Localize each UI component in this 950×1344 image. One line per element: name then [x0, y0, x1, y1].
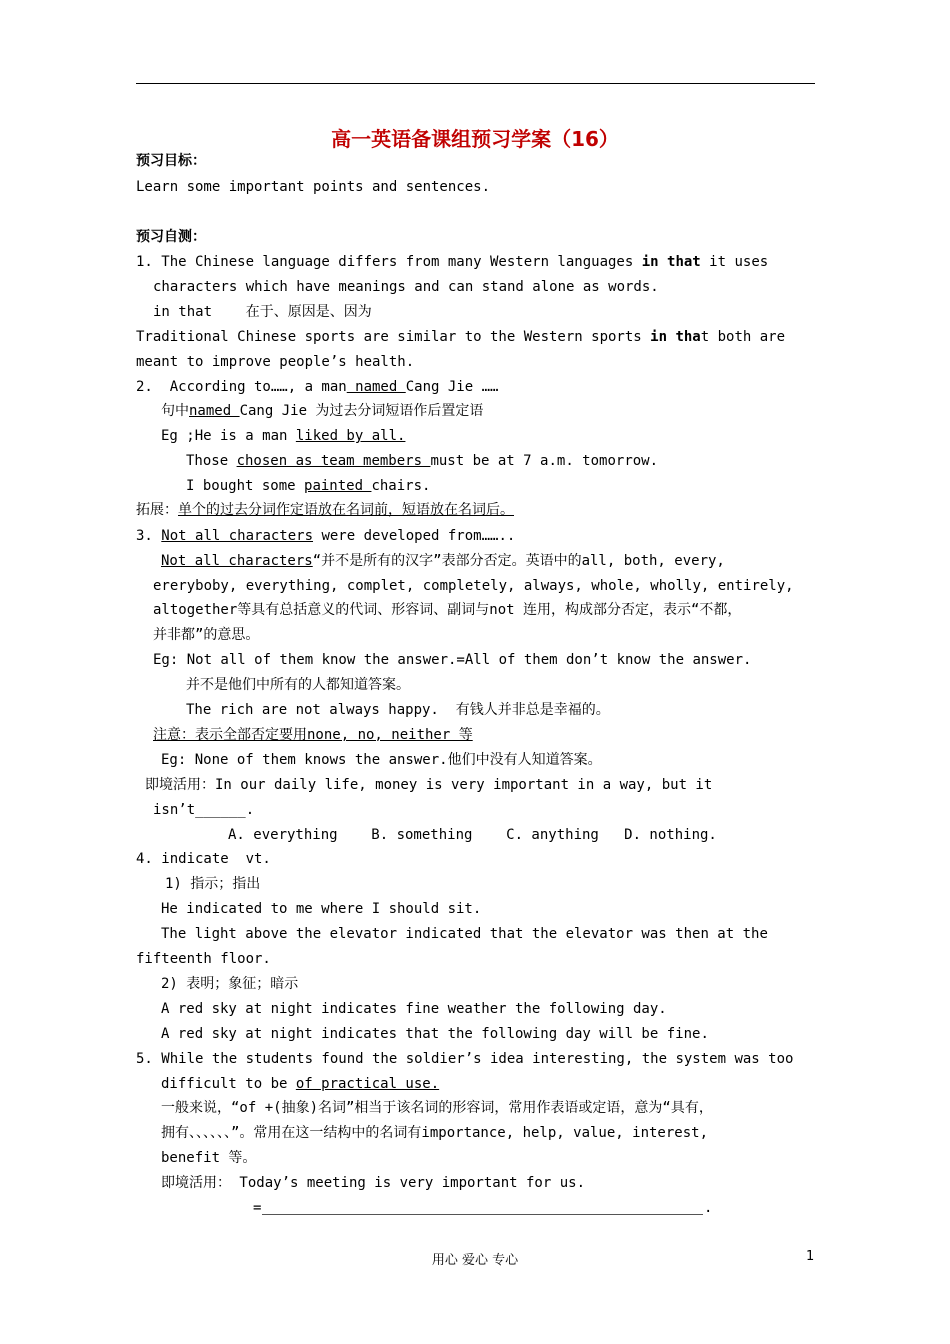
item3-exercise: 即境活用：In our daily life, money is very important in a way, but it: [145, 777, 713, 793]
page-title: 高一英语备课组预习学案（16）: [331, 127, 619, 151]
goal-heading: 预习目标：: [136, 153, 206, 169]
item2-example1: Eg ;He is a man liked by all.: [161, 428, 406, 444]
item3-options: A. everything B. something C. anything D. nothing.: [228, 827, 717, 843]
goal-text: Learn some important points and sentences.: [136, 179, 491, 195]
item3-explanation3: altogether等具有总括意义的代词、形容词、副词与not 连用，构成部分否定，表示“不都，: [153, 602, 742, 618]
item3-example1: Eg: Not all of them know the answer.=All of them don’t know the answer.: [153, 652, 752, 668]
item3-note-example: Eg: None of them knows the answer.他们中没有人知道答案。: [161, 752, 602, 768]
item3-explanation2: ereryboby, everything, complet, completely, always, whole, wholly, entirely,: [153, 578, 794, 594]
item3-example1-translation: 并不是他们中所有的人都知道答案。: [186, 677, 410, 693]
item2-example2: Those chosen as team members must be at 7 a.m. tomorrow.: [186, 453, 659, 469]
item3-explanation1: Not all characters“并不是所有的汉字”表部分否定。英语中的all, both, every,: [161, 553, 725, 569]
item4-heading: 4. indicate vt.: [136, 851, 271, 867]
item4-meaning2: 2) 表明；象征；暗示: [161, 976, 299, 992]
item5-line2: difficult to be of practical use.: [161, 1076, 440, 1092]
item4-example2-line2: fifteenth floor.: [136, 951, 271, 967]
item3-line1: 3. Not all characters were developed from……..: [136, 528, 516, 544]
item1-example-line2: meant to improve people’s health.: [136, 354, 415, 370]
test-heading: 预习自测：: [136, 229, 206, 245]
item2-extension: 拓展：单个的过去分词作定语放在名词前，短语放在名词后。: [136, 502, 514, 518]
item3-exercise-blank: isn’t______.: [153, 802, 255, 818]
item5-explanation1: 一般来说，“of +(抽象)名词”相当于该名词的形容词，常用作表语或定语，意为“具有，: [161, 1100, 713, 1116]
item1-line1: 1. The Chinese language differs from many Western languages in that it uses: [136, 254, 769, 270]
item3-explanation4: 并非都”的意思。: [153, 627, 260, 643]
item5-exercise-period: .: [704, 1200, 713, 1216]
header-rule: [136, 83, 815, 84]
item5-explanation2: 拥有、、、、、、”。常用在这一结构中的名词有importance, help, value, interest,: [161, 1125, 709, 1141]
item2-note: 句中named Cang Jie 为过去分词短语作后置定语: [161, 403, 484, 419]
item5-exercise-equals: =: [253, 1200, 262, 1216]
item2-line1: 2. According to……, a man named Cang Jie ……: [136, 379, 499, 395]
item4-example3: A red sky at night indicates fine weather the following day.: [161, 1001, 667, 1017]
item4-meaning1: 1) 指示；指出: [165, 876, 261, 892]
item1-phrase: in that 在于、原因是、因为: [153, 304, 372, 320]
item1-example-line1: Traditional Chinese sports are similar to the Western sports in that both are: [136, 329, 786, 345]
item5-line1: 5. While the students found the soldier’s idea interesting, the system was too: [136, 1051, 794, 1067]
item3-example2: The rich are not always happy. 有钱人并非总是幸福的。: [186, 702, 610, 718]
page-number: 1: [806, 1249, 815, 1264]
item4-example1: He indicated to me where I should sit.: [161, 901, 482, 917]
item2-example3: I bought some painted chairs.: [186, 478, 431, 494]
item5-explanation3: benefit 等。: [161, 1150, 257, 1166]
page-footer: 用心 爱心 专心: [431, 1253, 519, 1268]
item3-note: 注意：表示全部否定要用none, no, neither 等: [153, 727, 473, 743]
item5-answer-blank[interactable]: [262, 1214, 703, 1215]
item5-exercise: 即境活用： Today’s meeting is very important for us.: [161, 1175, 586, 1191]
item4-example2-line1: The light above the elevator indicated that the elevator was then at the: [161, 926, 768, 942]
item1-line2: characters which have meanings and can stand alone as words.: [153, 279, 659, 295]
item4-example4: A red sky at night indicates that the following day will be fine.: [161, 1026, 709, 1042]
